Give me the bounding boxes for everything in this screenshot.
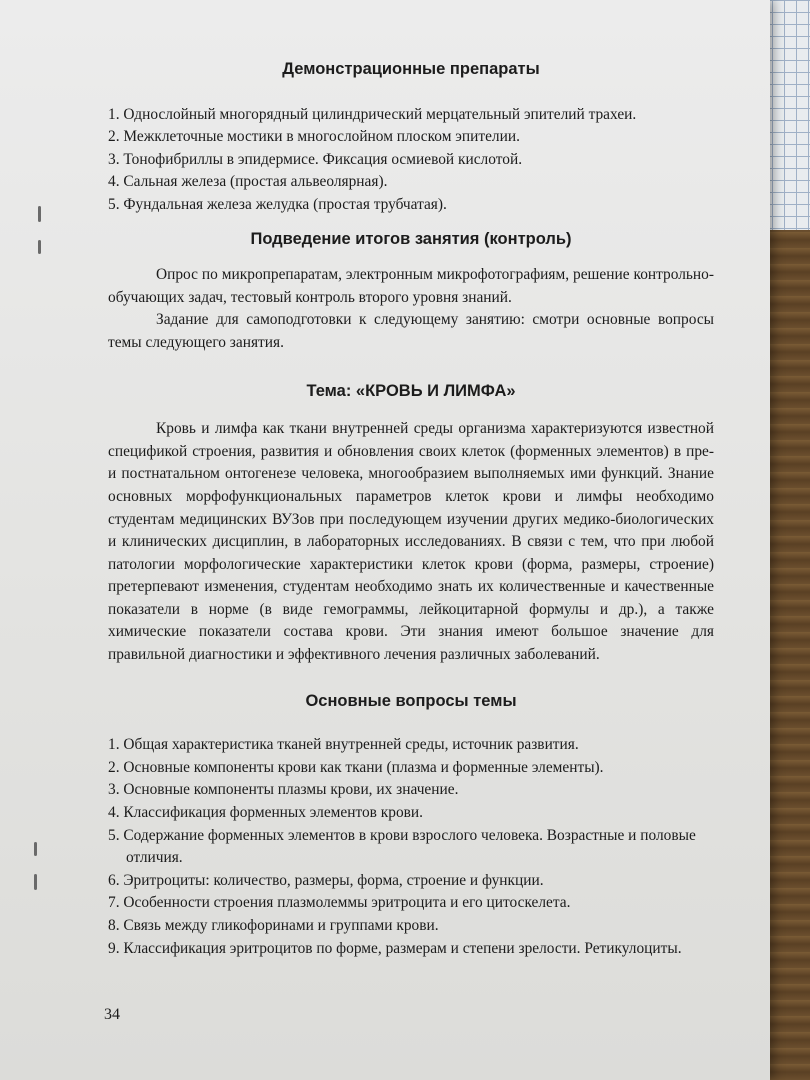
- summary-heading: Подведение итогов занятия (контроль): [250, 229, 572, 248]
- demo-heading: Демонстрационные препараты: [282, 60, 540, 78]
- questions-heading: Основные вопросы темы: [305, 691, 517, 710]
- topic-heading: Тема: «КРОВЬ И ЛИМФА»: [306, 381, 516, 400]
- page-content: [108, 58, 714, 960]
- binding-mark: [34, 874, 37, 890]
- list-item: 7. Особенности строения плазмолеммы эритроцита и его цитоскелета.: [108, 894, 571, 912]
- binding-mark: [34, 842, 37, 856]
- list-item: 3. Основные компоненты плазмы крови, их значение.: [108, 781, 459, 799]
- background-wood: [770, 230, 810, 1080]
- list-item: 5. Содержание форменных элементов в крови взрослого человека. Возрастные и половые отличия.: [108, 826, 696, 867]
- page-number: 34: [104, 1006, 120, 1023]
- list-item: 1. Однослойный многорядный цилиндрический мерцательный эпителий трахеи.: [108, 105, 637, 123]
- binding-mark: [38, 240, 41, 254]
- list-item: 4. Классификация форменных элементов крови.: [108, 804, 424, 822]
- list-item: 2. Основные компоненты крови как ткани (плазма и форменные элементы).: [108, 758, 604, 776]
- list-item: 6. Эритроциты: количество, размеры, форма, строение и функции.: [108, 871, 544, 889]
- list-item: 3. Тонофибриллы в эпидермисе. Фиксация осмиевой кислотой.: [108, 150, 523, 168]
- summary-paragraph: Задание для самоподготовки к следующему занятию: смотри основные вопросы темы следующего занятия.: [108, 311, 714, 351]
- list-item: 8. Связь между гликофоринами и группами крови.: [108, 917, 439, 934]
- list-item: 2. Межклеточные мостики в многослойном плоском эпителии.: [108, 128, 520, 146]
- list-item: 4. Сальная железа (простая альвеолярная).: [108, 173, 388, 191]
- questions-list: [108, 734, 714, 960]
- list-item: 5. Фундальная железа желудка (простая трубчатая).: [108, 195, 447, 213]
- summary-paragraph: Опрос по микропрепаратам, электронным микрофотографиям, решение контрольно-обучающих задач, тестовый контроль второго уровня знаний.: [108, 266, 714, 306]
- binding-mark: [38, 206, 41, 222]
- topic-paragraph: Кровь и лимфа как ткани внутренней среды организма характеризуются известной спецификой строения, развития и обновления своих клеток (форменных элементов) в пре- и постнатальном онтогенезе человека, многообразием выполняемых ими функций. Знание основных морфофункциональных параметров клеток крови и лимфы необходимо студентам медицинских ВУЗов при последующем изучении других медико-биологических и клинических дисциплин, в лабораторных исследованиях. В связи с тем, что при любой патологии морфологические характеристики клеток крови (форма, размеры, строение) претерпевают изменения, студентам необходимо знать их количественные и качественные показатели в норме (в виде гемограммы, лейкоцитарной формулы и др.), а также химические показатели состава крови. Эти знания имеют большое значение для правильной диагностики и эффективного лечения различных заболеваний.: [108, 420, 714, 664]
- demo-list: [108, 104, 714, 217]
- list-item: 1. Общая характеристика тканей внутренней среды, источник развития.: [108, 736, 579, 754]
- list-item: 9. Классификация эритроцитов по форме, размерам и степени зрелости. Ретикулоциты.: [108, 939, 682, 957]
